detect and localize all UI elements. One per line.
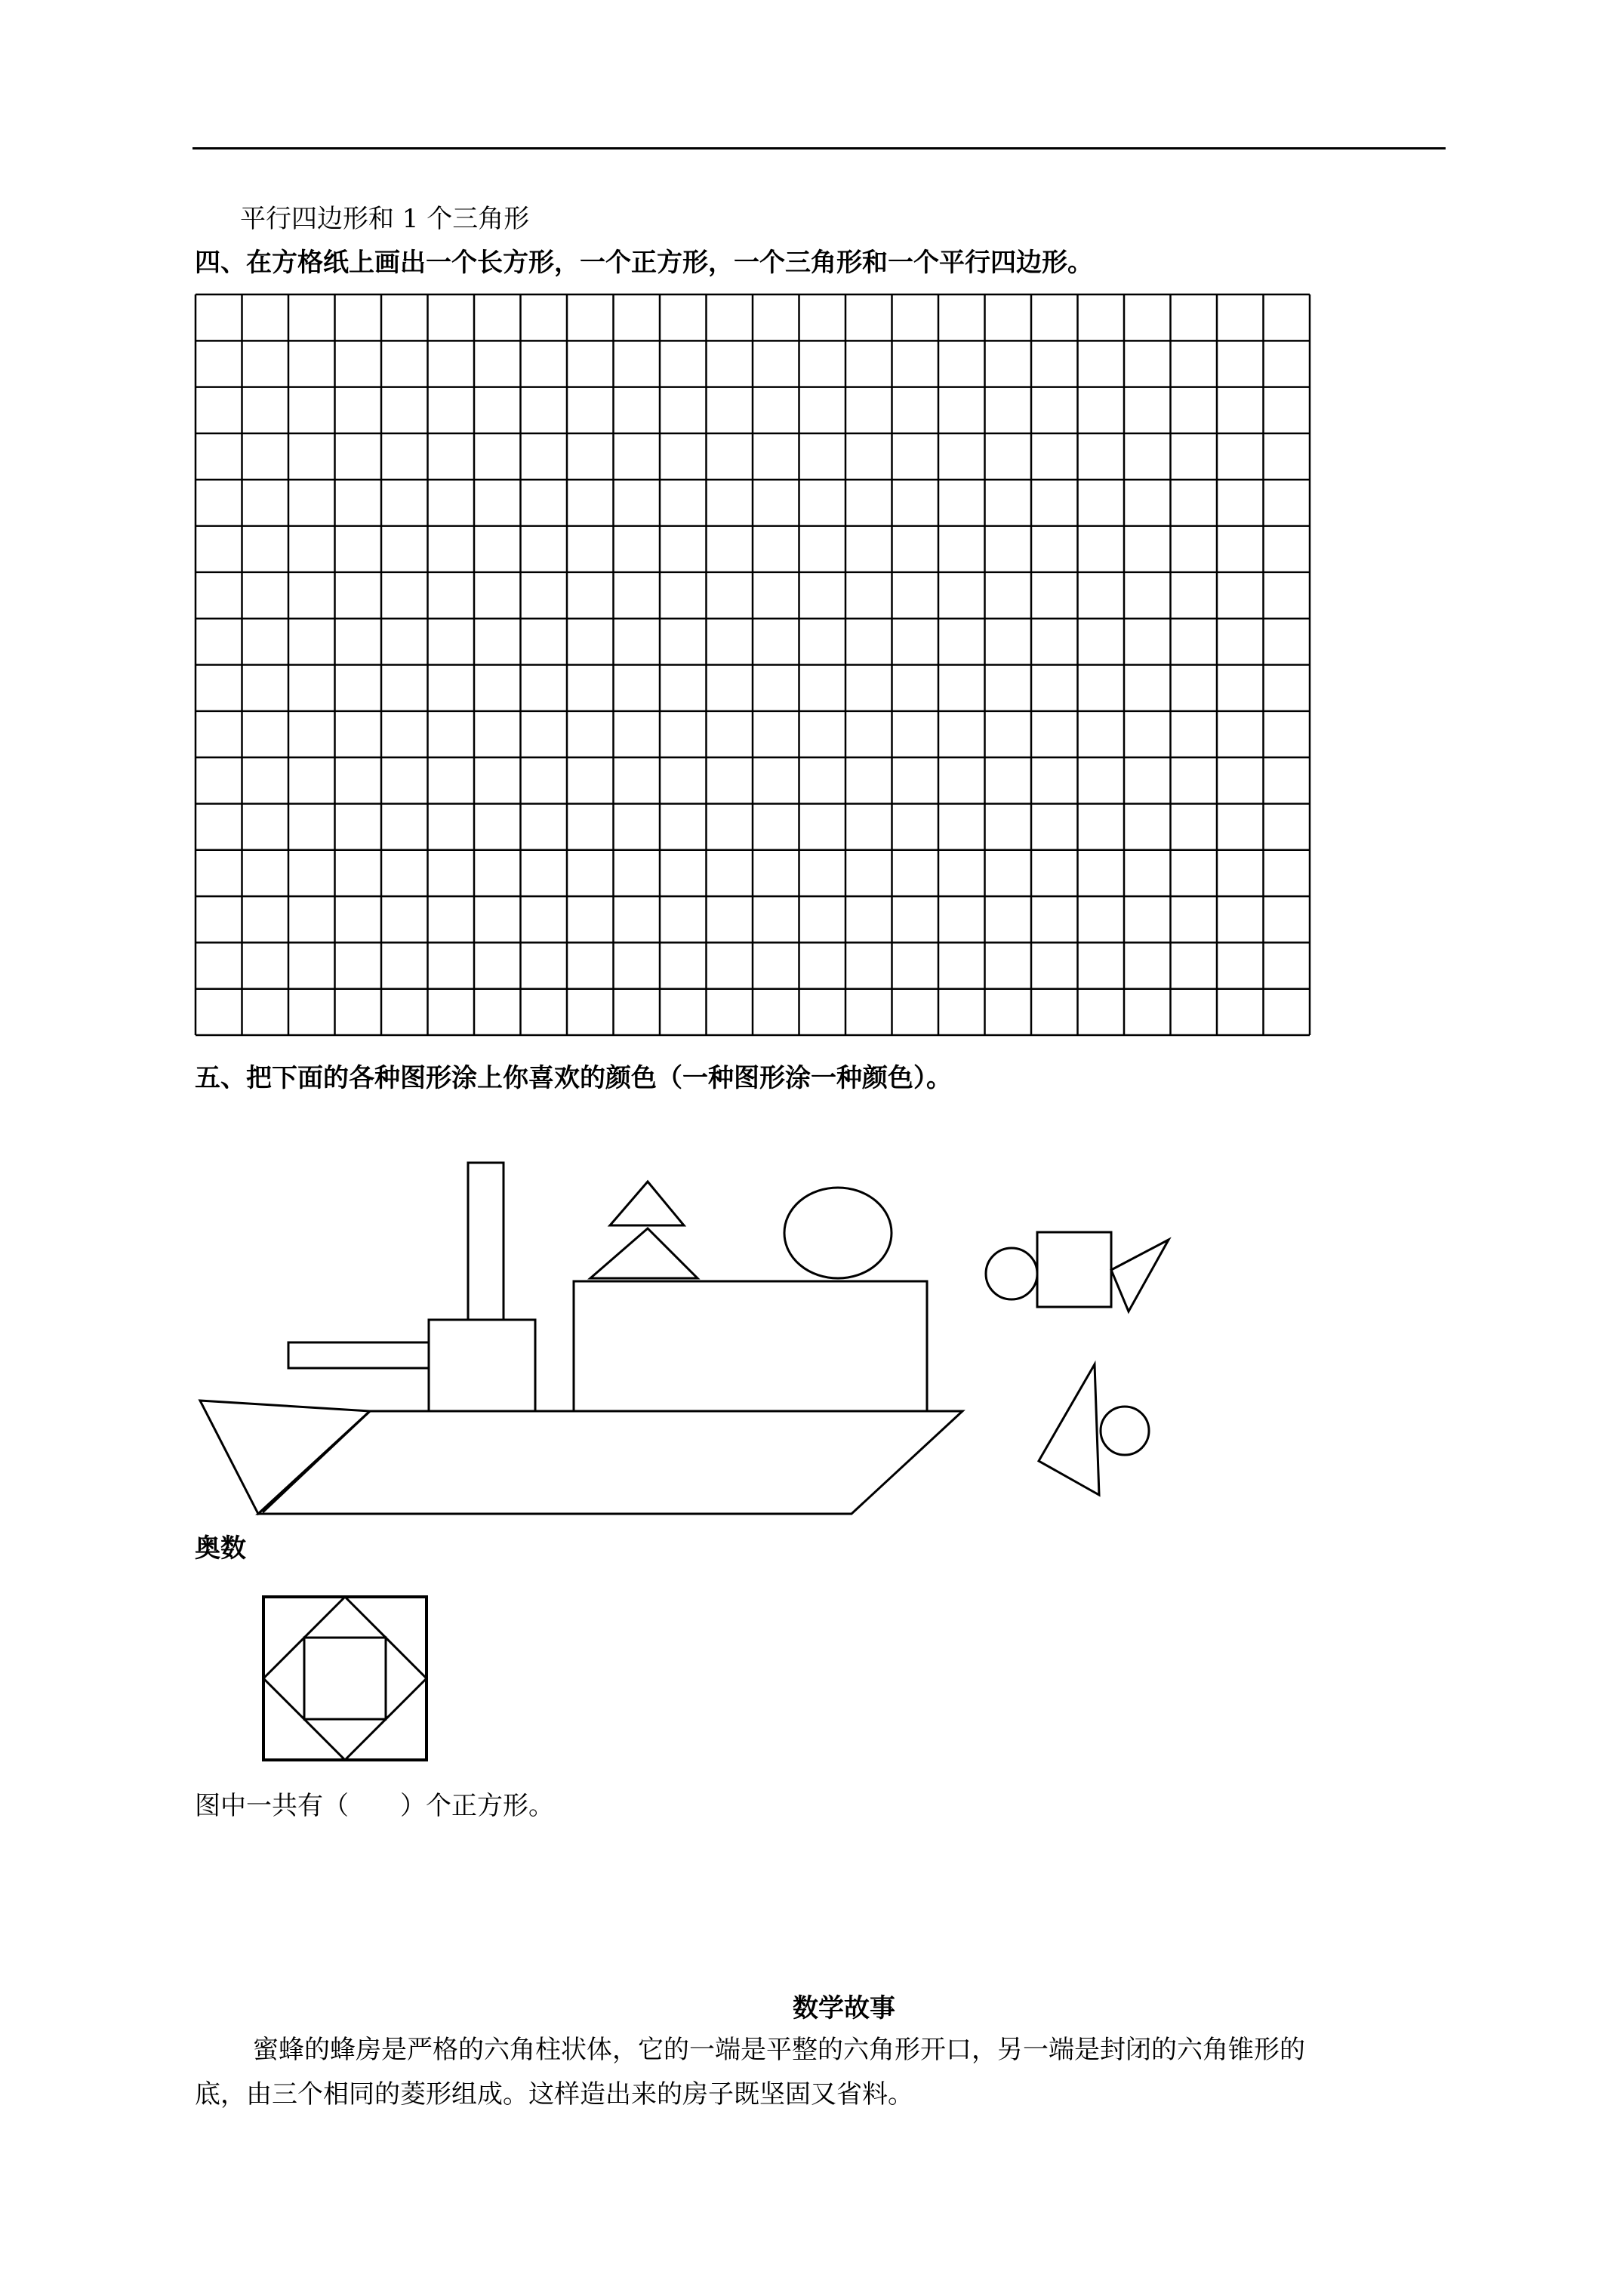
story-title: 数学故事 [793, 1993, 895, 2023]
inner-square [304, 1638, 386, 1719]
hull-parallelogram[interactable] [258, 1411, 962, 1514]
lower-triangle[interactable] [590, 1228, 698, 1278]
cabin-rectangle[interactable] [574, 1281, 927, 1411]
story-line-1: 蜜蜂的蜂房是严格的六角柱状体，它的一端是平整的六角形开口，另一端是封闭的六角锥形的 [253, 2035, 1305, 2065]
oval[interactable] [784, 1188, 892, 1278]
olympiad-question: 图中一共有（ ）个正方形。 [195, 1791, 554, 1821]
nested-squares-figure [262, 1595, 428, 1761]
turret-square[interactable] [429, 1320, 535, 1411]
chimney-rectangle[interactable] [468, 1163, 504, 1320]
story-line-2: 底，由三个相同的菱形组成。这样造出来的房子既坚固又省料。 [195, 2079, 913, 2110]
gun-barrel-rectangle[interactable] [288, 1342, 429, 1368]
question-5-heading: 五、把下面的各种图形涂上你喜欢的颜色（一种图形涂一种颜色）。 [195, 1063, 952, 1093]
question-4-heading: 四、在方格纸上画出一个长方形，一个正方形，一个三角形和一个平行四边形。 [195, 248, 1093, 278]
hull-seam-line [263, 1411, 370, 1512]
bow-triangle[interactable] [200, 1401, 370, 1514]
continued-line: 平行四边形和 1 个三角形 [240, 204, 530, 234]
diamond-square [263, 1597, 427, 1760]
small-square[interactable] [1037, 1232, 1111, 1307]
small-circle-2[interactable] [1101, 1407, 1149, 1455]
small-triangle-1[interactable] [1111, 1240, 1169, 1311]
olympiad-heading: 奥数 [195, 1533, 246, 1564]
outer-square [263, 1597, 427, 1760]
small-circle-1[interactable] [986, 1248, 1037, 1299]
small-triangle-2[interactable] [1039, 1364, 1099, 1495]
top-triangle[interactable] [610, 1182, 684, 1225]
